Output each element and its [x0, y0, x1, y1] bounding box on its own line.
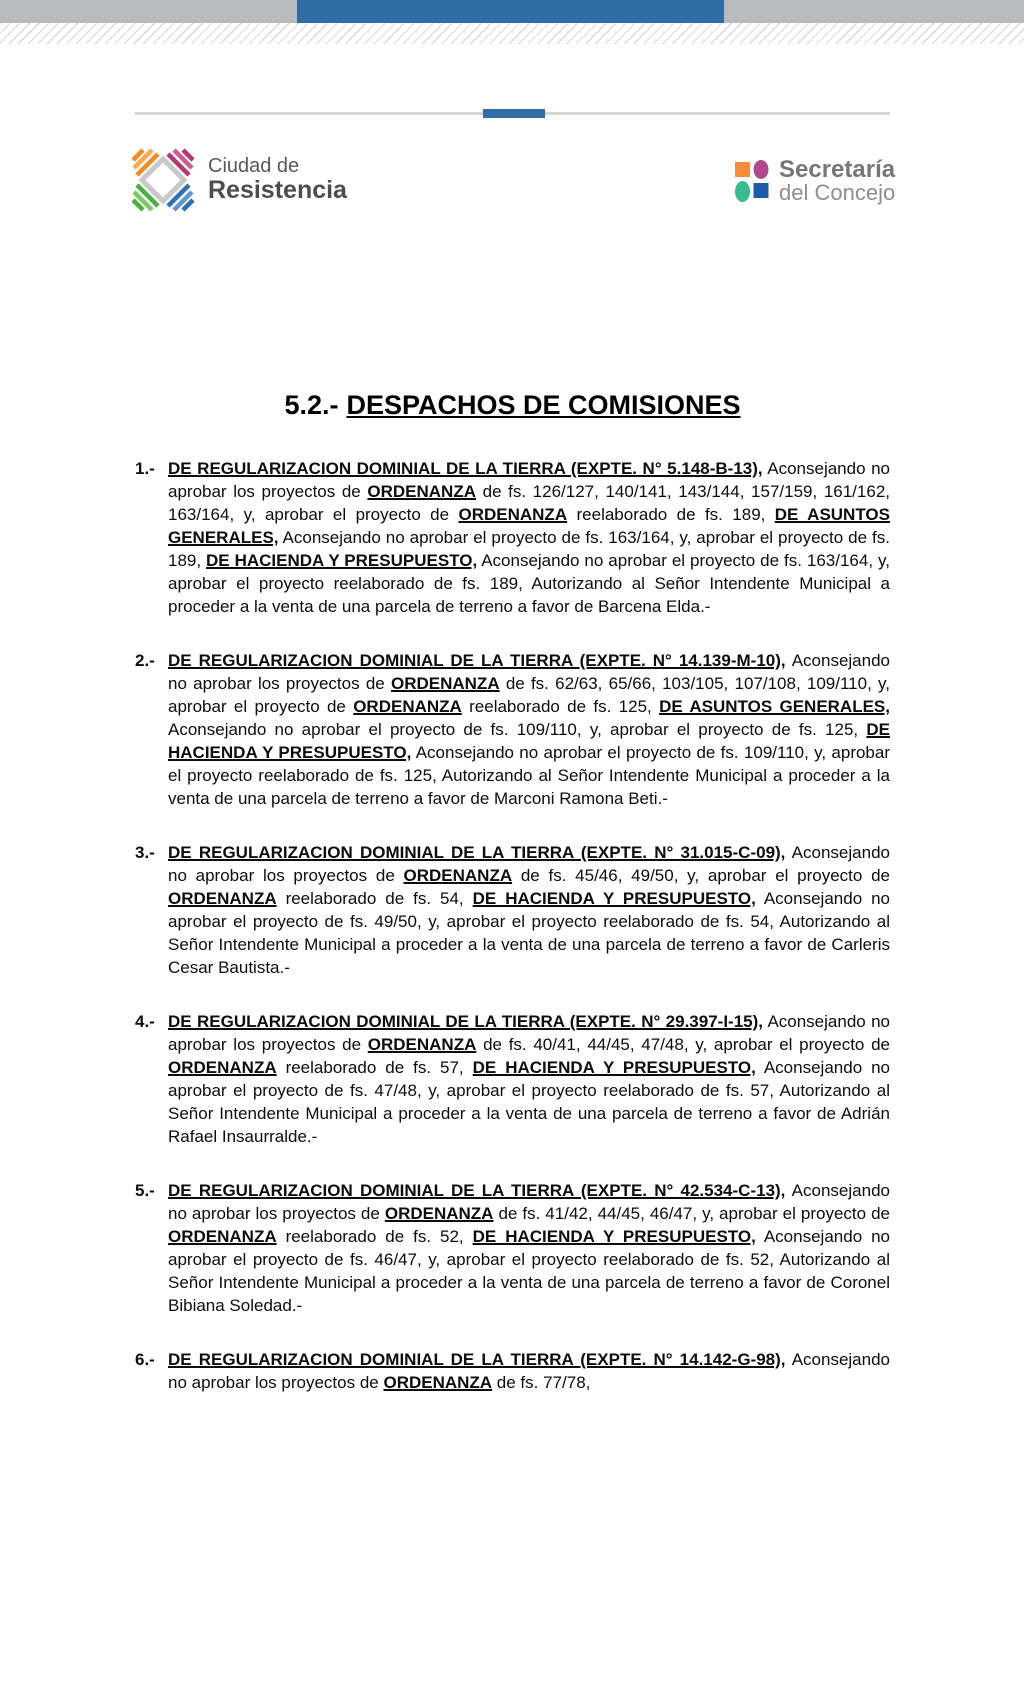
- item-number: 2.-: [135, 651, 155, 670]
- item-number: 4.-: [135, 1012, 155, 1031]
- despacho-item: [135, 1348, 890, 1394]
- item-text: DE REGULARIZACION DOMINIAL DE LA TIERRA (EXPTE. N° 5.148-B-13), Aconsejando no aprobar los proyectos de ORDENANZA de fs. 126/127, 140/141, 143/144, 157/159, 161/162, 163/164, y, aprobar el proyecto de ORDENANZA reelaborado de fs. 189, DE ASUNTOS GENERALES, Aconsejando no aprobar el proyecto de fs. 163/164, y, aprobar el proyecto de fs. 189, DE HACIENDA Y PRESUPUESTO, Aconsejando no aprobar el proyecto de fs. 163/164, y, aprobar el proyecto reelaborado de fs. 189, Autorizando al Señor Intendente Municipal a proceder a la venta de una parcela de terreno a favor de Barcena Elda.-: [168, 459, 890, 616]
- despachos-list: [135, 457, 890, 1394]
- top-bar-accent: [297, 0, 724, 23]
- item-text: DE REGULARIZACION DOMINIAL DE LA TIERRA (EXPTE. N° 42.534-C-13), Aconsejando no aprobar los proyectos de ORDENANZA de fs. 41/42, 44/45, 46/47, y, aprobar el proyecto de ORDENANZA reelaborado de fs. 52, DE HACIENDA Y PRESUPUESTO, Aconsejando no aprobar el proyecto de fs. 46/47, y, aprobar el proyecto reelaborado de fs. 52, Autorizando al Señor Intendente Municipal a proceder a la venta de una parcela de terreno a favor de Coronel Bibiana Soledad.-: [168, 1181, 891, 1315]
- council-logo: [735, 158, 895, 204]
- city-diamond-icon: [131, 146, 195, 212]
- city-logo-line1: Ciudad de: [208, 154, 300, 177]
- top-bar: [0, 0, 1024, 23]
- despacho-item: [135, 1010, 890, 1148]
- despacho-item: [135, 457, 890, 618]
- item-text: DE REGULARIZACION DOMINIAL DE LA TIERRA (EXPTE. N° 29.397-I-15), Aconsejando no aprobar los proyectos de ORDENANZA de fs. 40/41, 44/45, 47/48, y, aprobar el proyecto de ORDENANZA reelaborado de fs. 57, DE HACIENDA Y PRESUPUESTO, Aconsejando no aprobar el proyecto de fs. 47/48, y, aprobar el proyecto reelaborado de fs. 57, Autorizando al Señor Intendente Municipal a proceder a la venta de una parcela de terreno a favor de Adrián Rafael Insaurralde.-: [168, 1012, 891, 1146]
- item-text: DE REGULARIZACION DOMINIAL DE LA TIERRA (EXPTE. N° 31.015-C-09), Aconsejando no aprobar los proyectos de ORDENANZA de fs. 45/46, 49/50, y, aprobar el proyecto de ORDENANZA reelaborado de fs. 54, DE HACIENDA Y PRESUPUESTO, Aconsejando no aprobar el proyecto de fs. 49/50, y, aprobar el proyecto reelaborado de fs. 54, Autorizando al Señor Intendente Municipal a proceder a la venta de una parcela de terreno a favor de Carleris Cesar Bautista.-: [168, 843, 891, 977]
- page-title-number: 5.2.-: [284, 390, 339, 420]
- item-text: DE REGULARIZACION DOMINIAL DE LA TIERRA (EXPTE. N° 14.139-M-10), Aconsejando no aprobar los proyectos de ORDENANZA de fs. 62/63, 65/66, 103/105, 107/108, 109/110, y, aprobar el proyecto de ORDENANZA reelaborado de fs. 125, DE ASUNTOS GENERALES, Aconsejando no aprobar el proyecto de fs. 109/110, y, aprobar el proyecto de fs. 125, DE HACIENDA Y PRESUPUESTO, Aconsejando no aprobar el proyecto de fs. 109/110, y, aprobar el proyecto reelaborado de fs. 125, Autorizando al Señor Intendente Municipal a proceder a la venta de una parcela de terreno a favor de Marconi Ramona Beti.-: [168, 651, 891, 808]
- despacho-item: [135, 841, 890, 979]
- item-number: 6.-: [135, 1350, 155, 1369]
- item-number: 3.-: [135, 843, 155, 862]
- council-grid-icon: [735, 160, 769, 203]
- item-number: 1.-: [135, 459, 155, 478]
- header-divider-accent: [483, 109, 545, 118]
- item-text: DE REGULARIZACION DOMINIAL DE LA TIERRA (EXPTE. N° 14.142-G-98), Aconsejando no aprobar los proyectos de ORDENANZA de fs. 77/78,: [168, 1350, 890, 1392]
- council-logo-line1: Secretaría: [779, 156, 896, 183]
- city-logo-line2: Resistencia: [208, 175, 347, 204]
- item-number: 5.-: [135, 1181, 155, 1200]
- page-title: [135, 389, 890, 422]
- page-title-text: DESPACHOS DE COMISIONES: [346, 390, 741, 420]
- council-logo-line2: del Concejo: [779, 180, 896, 205]
- document-content: [135, 389, 890, 1425]
- despacho-item: [135, 649, 890, 810]
- despacho-item: [135, 1179, 890, 1317]
- hatch-band: [0, 23, 1024, 44]
- city-logo: [131, 146, 347, 212]
